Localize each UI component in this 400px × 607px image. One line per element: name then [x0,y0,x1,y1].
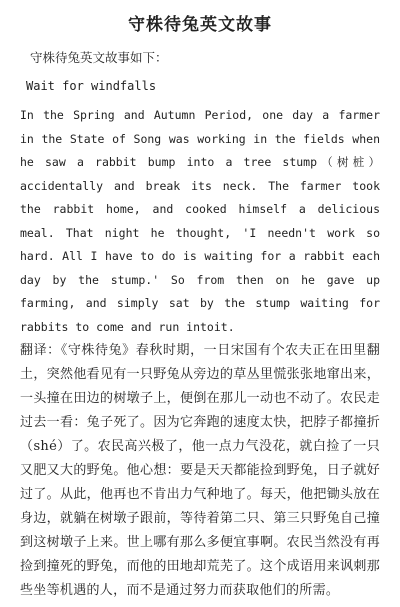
document-title: 守株待兔英文故事 [128,15,272,35]
chinese-translation-body: 翻译：《守株待兔》春秋时期，一日宋国有个农夫正在田里翻土，突然他看见有一只野兔从旁边的草丛里慌张张地窜出来，一头撞在田边的树墩子上，便倒在那儿一动也不动了。农民走过去一看：兔子死了。因为它奔跑的速度太快，把脖子都撞折（shé）了。农民高兴极了，他一点力气没花，就白捡了一只又肥又大的野兔。他心想：要是天天都能捡到野兔，日子就好过了。从此，他再也不肯出力气种地了。每天，他把锄头放在身边，就躺在树墩子跟前，等待着第二只、第三只野兔自己撞到这树墩子上来。世上哪有那么多便宜事啊。农民当然没有再捡到撞死的野兔，而他的田地却荒芜了。这个成语用来讽刺那些坐等机遇的人，而不是通过努力而获取他们的所需。 [20,343,380,598]
english-story-body: In the Spring and Autumn Period, one day a farmer in the State of Song was working in the fields when he saw a rabbit bump into a tree stump（树桩）accidentally and break its neck. The farmer took the rabbit home, and cooked himself a delicious meal. That night he thought, 'I needn't work so hard. All I have to do is waiting for a rabbit each day by the stump.' So from then on he gave up farming, and simply sat by the stump waiting for rabbits to come and run intoit. [20,108,380,334]
intro-line: 守株待兔英文故事如下： [30,50,168,65]
english-story-title: Wait for windfalls [26,79,157,93]
